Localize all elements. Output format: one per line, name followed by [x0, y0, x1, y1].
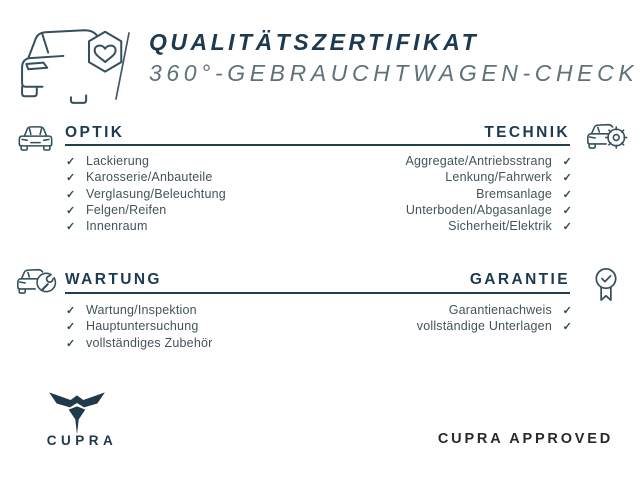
wartung-checklist [65, 303, 213, 352]
item-label: Garantienachweis [448, 303, 552, 317]
check-icon: ✓ [562, 172, 572, 185]
checklist-item [417, 319, 572, 335]
item-label: Unterboden/Abgasanlage [405, 202, 552, 217]
item-label: Bremsanlage [476, 186, 552, 201]
checklist-item [65, 336, 213, 352]
check-icon: ✓ [562, 156, 572, 168]
check-icon: ✓ [66, 204, 76, 217]
section-heading-technik: TECHNIK [484, 124, 570, 141]
item-label: vollständige Unterlagen [416, 319, 552, 334]
checklist-item [405, 154, 572, 170]
check-icon: ✓ [562, 321, 572, 334]
item-label: Wartung/Inspektion [86, 303, 197, 317]
check-icon: ✓ [66, 221, 76, 234]
page-subtitle: 360°-GEBRAUCHTWAGEN-CHECK [149, 60, 639, 86]
car-front-icon [17, 124, 54, 152]
item-label: Aggregate/Antriebsstrang [405, 154, 552, 168]
check-icon: ✓ [562, 204, 572, 217]
checklist-item [405, 219, 572, 235]
check-icon: ✓ [66, 172, 76, 185]
check-icon: ✓ [66, 156, 76, 168]
section-heading-optik: OPTIK [65, 124, 125, 141]
car-gear-icon [586, 121, 630, 154]
checklist-item [65, 303, 213, 319]
item-label: vollständiges Zubehör [86, 335, 213, 350]
item-label: Innenraum [86, 219, 148, 234]
cupra-emblem-icon [47, 389, 107, 436]
checklist-item [65, 319, 213, 335]
slash-divider [108, 29, 134, 103]
page-title: QUALITÄTSZERTIFIKAT [149, 29, 480, 55]
checklist-item [65, 219, 226, 235]
cupra-wordmark: CUPRA [46, 433, 118, 448]
check-icon: ✓ [562, 305, 572, 317]
checklist-item [405, 170, 572, 186]
divider-line-row2 [65, 292, 570, 294]
item-label: Sicherheit/Elektrik [448, 219, 552, 234]
section-heading-garantie: GARANTIE [469, 271, 570, 288]
checklist-item [65, 187, 226, 203]
header-titles [149, 29, 638, 87]
divider-line-row1 [65, 144, 570, 146]
item-label: Hauptuntersuchung [86, 319, 199, 334]
check-icon: ✓ [66, 188, 76, 201]
checklist-item [65, 203, 226, 219]
check-icon: ✓ [562, 221, 572, 234]
item-label: Lackierung [86, 154, 150, 168]
item-label: Karosserie/Anbauteile [86, 170, 213, 185]
checklist-item [405, 203, 572, 219]
car-wrench-icon [16, 266, 60, 299]
ribbon-badge-icon [592, 266, 620, 303]
optik-checklist [65, 154, 226, 235]
check-icon: ✓ [66, 305, 76, 317]
item-label: Felgen/Reifen [86, 202, 167, 217]
section-heading-wartung: WARTUNG [65, 271, 162, 288]
check-icon: ✓ [562, 188, 572, 201]
item-label: Lenkung/Fahrwerk [445, 170, 552, 185]
checklist-item [417, 303, 572, 319]
technik-checklist [405, 154, 572, 235]
check-icon: ✓ [66, 321, 76, 334]
checklist-item [65, 154, 226, 170]
check-icon: ✓ [66, 337, 76, 350]
item-label: Verglasung/Beleuchtung [86, 186, 226, 201]
checklist-item [65, 170, 226, 186]
cupra-approved-label: CUPRA APPROVED [437, 431, 613, 447]
checklist-item [405, 187, 572, 203]
garantie-checklist [417, 303, 572, 336]
